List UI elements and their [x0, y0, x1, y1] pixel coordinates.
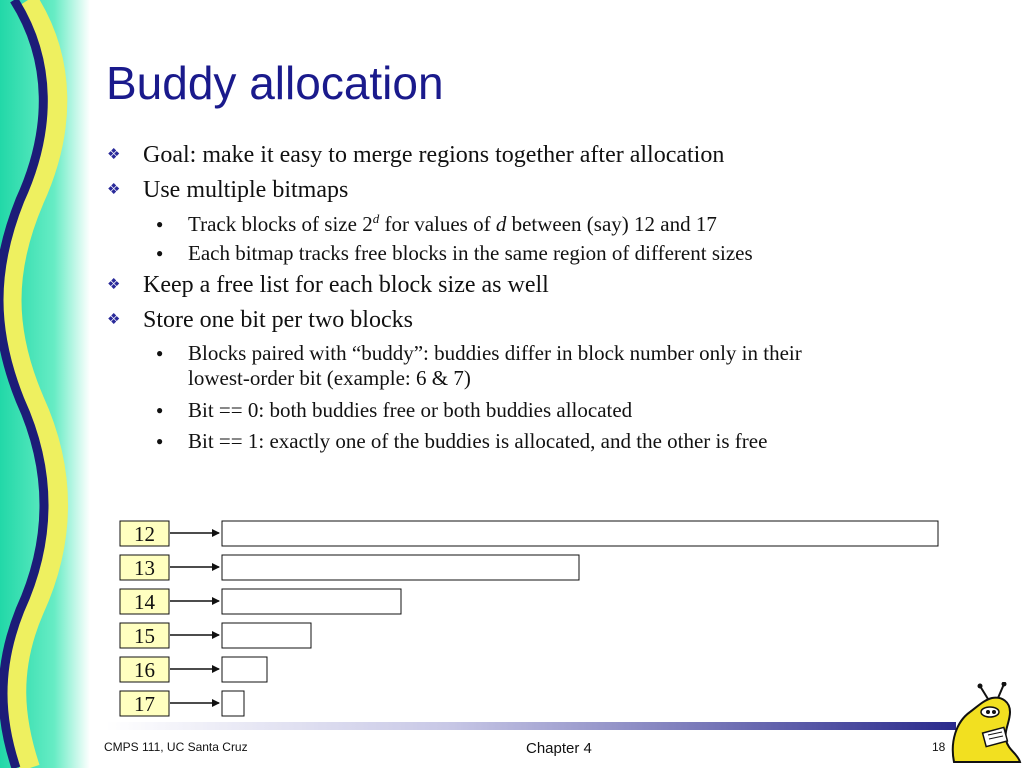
bullet-text: Goal: make it easy to merge regions together after allocation [143, 142, 725, 168]
sub-bullet-text: Track blocks of size 2 [188, 212, 373, 236]
sub-bullet-text: between (say) 12 and 17 [506, 212, 717, 236]
dot-bullet-icon: ● [156, 246, 164, 260]
bitmap-box [222, 555, 579, 580]
bullet-text: Store one bit per two blocks [143, 307, 413, 333]
row-13 [120, 555, 579, 580]
size-label: 12 [134, 522, 155, 546]
sub-bullet-text: Blocks paired with “buddy”: buddies differ in block number only in their [188, 341, 802, 365]
exponent-d: d [372, 211, 380, 226]
sub-bullet-text: for values of [379, 212, 496, 236]
size-label: 17 [134, 692, 155, 716]
bitmap-box [222, 657, 267, 682]
sub-bullet-text: Bit == 1: exactly one of the buddies is allocated, and the other is free [188, 429, 768, 453]
dot-bullet-icon: ● [156, 403, 164, 417]
size-label: 15 [134, 624, 155, 648]
diamond-bullet-icon: ❖ [107, 277, 121, 293]
size-label: 16 [134, 658, 155, 682]
diamond-bullet-icon: ❖ [107, 147, 121, 163]
row-14 [120, 589, 401, 614]
diamond-bullet-icon: ❖ [107, 182, 121, 198]
footer-course: CMPS 111, UC Santa Cruz [104, 740, 248, 754]
banana-slug-mascot-icon [948, 682, 1022, 766]
bullet-text: Keep a free list for each block size as well [143, 272, 549, 298]
row-16 [120, 657, 267, 682]
diamond-bullet-icon: ❖ [107, 312, 121, 328]
bullet-text: Use multiple bitmaps [143, 177, 349, 203]
row-17 [120, 691, 244, 716]
size-label: 14 [134, 590, 155, 614]
footer-divider [106, 722, 956, 730]
sub-bullet-text: Bit == 0: both buddies free or both buddies allocated [188, 398, 633, 422]
bitmap-box [222, 691, 244, 716]
dot-bullet-icon: ● [156, 434, 164, 448]
slide-number: 18 [932, 740, 946, 754]
dot-bullet-icon: ● [156, 346, 164, 360]
row-15 [120, 623, 311, 648]
row-12 [120, 521, 938, 546]
variable-d: d [495, 212, 507, 236]
slide-title: Buddy allocation [106, 57, 444, 109]
bitmap-box [222, 623, 311, 648]
bitmap-box [222, 521, 938, 546]
dot-bullet-icon: ● [156, 217, 164, 231]
bitmap-box [222, 589, 401, 614]
sub-bullet-text-continued: lowest-order bit (example: 6 & 7) [188, 366, 471, 390]
footer-chapter: Chapter 4 [526, 740, 592, 757]
size-label: 13 [134, 556, 155, 580]
sub-bullet-text: Each bitmap tracks free blocks in the same region of different sizes [188, 241, 753, 265]
